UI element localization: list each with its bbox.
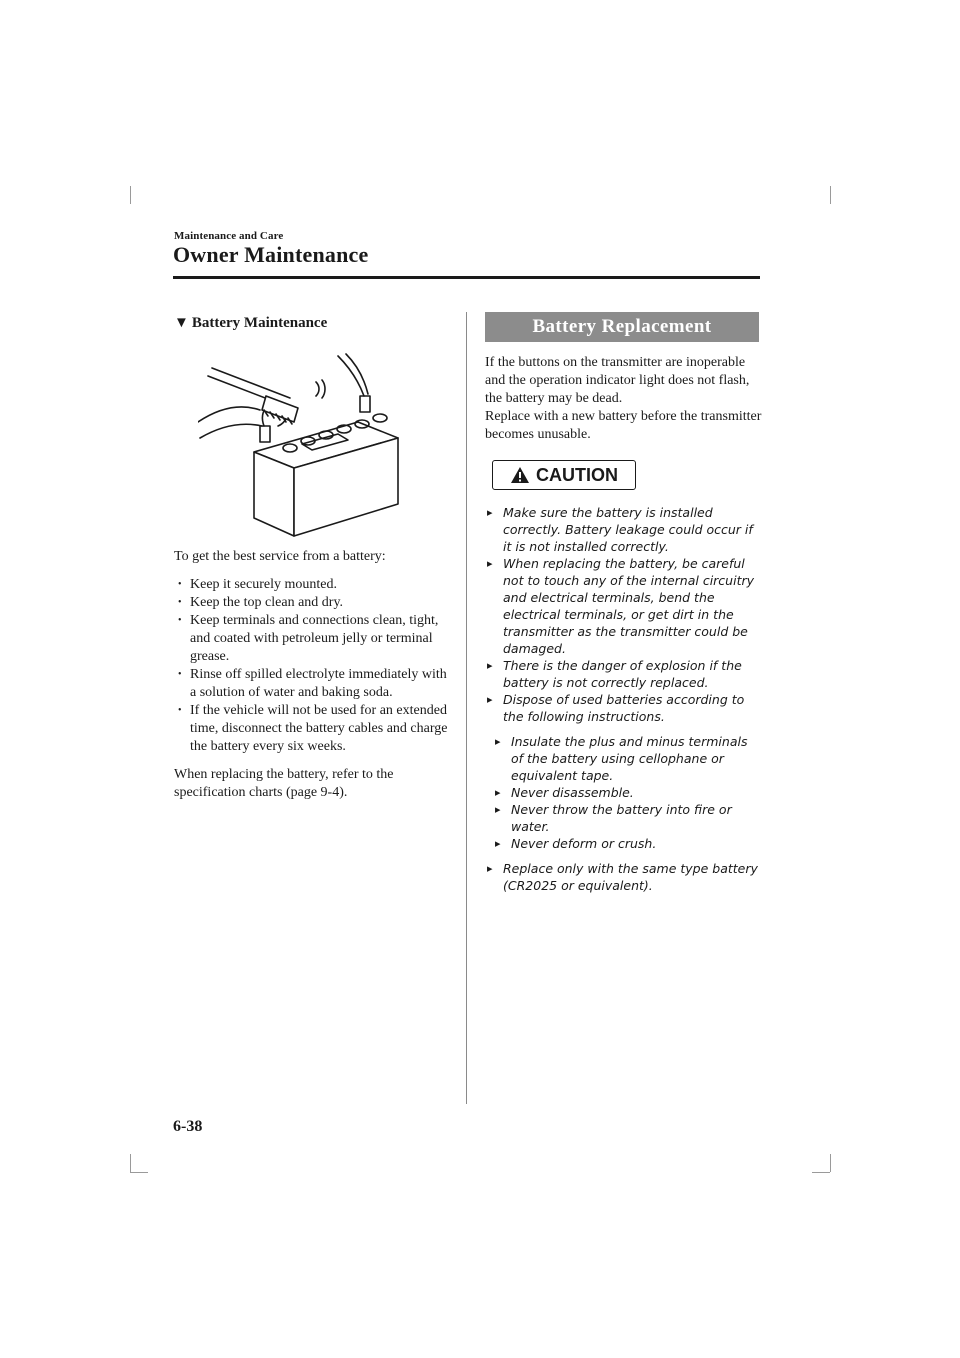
battery-replacement-banner: Battery Replacement [485,312,759,342]
list-item: • Keep it securely mounted. [178,576,450,594]
column-divider [466,312,467,1104]
battery-tips-list [174,576,450,756]
list-item: ▸ Dispose of used batteries according to the following instructions. [487,691,763,725]
list-item: ▸ Never disassemble. [495,784,763,801]
replacement-advice: Replace with a new battery before the transmitter becomes unusable. [485,409,762,442]
crop-mark [130,186,131,204]
crop-mark [130,1172,148,1173]
list-item: ▸ Make sure the battery is installed correctly. Battery leakage could occur if it is not installed correctly. [487,504,763,555]
battery-maintenance-heading [174,312,450,334]
disposal-instructions-list [485,733,763,852]
list-item: ▸ Insulate the plus and minus terminals of the battery using cellophane or equivalent tape. [495,733,763,784]
triangle-down-icon: ▼ [174,314,189,331]
left-column [174,312,450,802]
list-item: ▸ Never throw the battery into fire or water. [495,801,763,835]
crop-mark [830,186,831,204]
list-item: • Keep the top clean and dry. [178,594,450,612]
caution-list-final [485,860,763,894]
caution-list [485,504,763,725]
chapter-label: Maintenance and Care [174,230,284,242]
crop-mark [812,1172,830,1173]
crop-mark [830,1154,831,1172]
list-item: ▸ When replacing the battery, be careful not to touch any of the internal circuitry and electrical terminals, bend the electrical terminals, or get dirt in the transmitter as the transmitter could be damaged. [487,555,763,657]
page-title: Owner Maintenance [173,242,369,267]
list-item: • Keep terminals and connections clean, tight, and coated with petroleum jelly or terminal grease. [178,612,450,666]
right-column [485,312,763,894]
replacement-intro: If the buttons on the transmitter are inoperable and the operation indicator light does not flash, the battery may be dead. [485,355,750,406]
list-item: ▸ Replace only with the same type battery (CR2025 or equivalent). [487,860,763,894]
caution-label-box [492,460,636,490]
battery-intro: To get the best service from a battery: [174,549,386,564]
header-rule [173,276,760,279]
heading-text: Battery Maintenance [191,314,328,331]
list-item: ▸ Never deform or crush. [495,835,763,852]
battery-cleaning-illustration [198,352,414,540]
list-item: ▸ There is the danger of explosion if the battery is not correctly replaced. [487,657,763,691]
list-item: • Rinse off spilled electrolyte immediately with a solution of water and baking soda. [178,666,450,702]
replacement-reference: When replacing the battery, refer to the specification charts (page 9-4). [174,767,394,800]
crop-mark [130,1154,131,1172]
list-item: • If the vehicle will not be used for an extended time, disconnect the battery cables and charge the battery every six weeks. [178,702,450,756]
caution-text: CAUTION [536,464,618,485]
page-number: 6-38 [173,1118,203,1135]
warning-icon [510,466,530,484]
